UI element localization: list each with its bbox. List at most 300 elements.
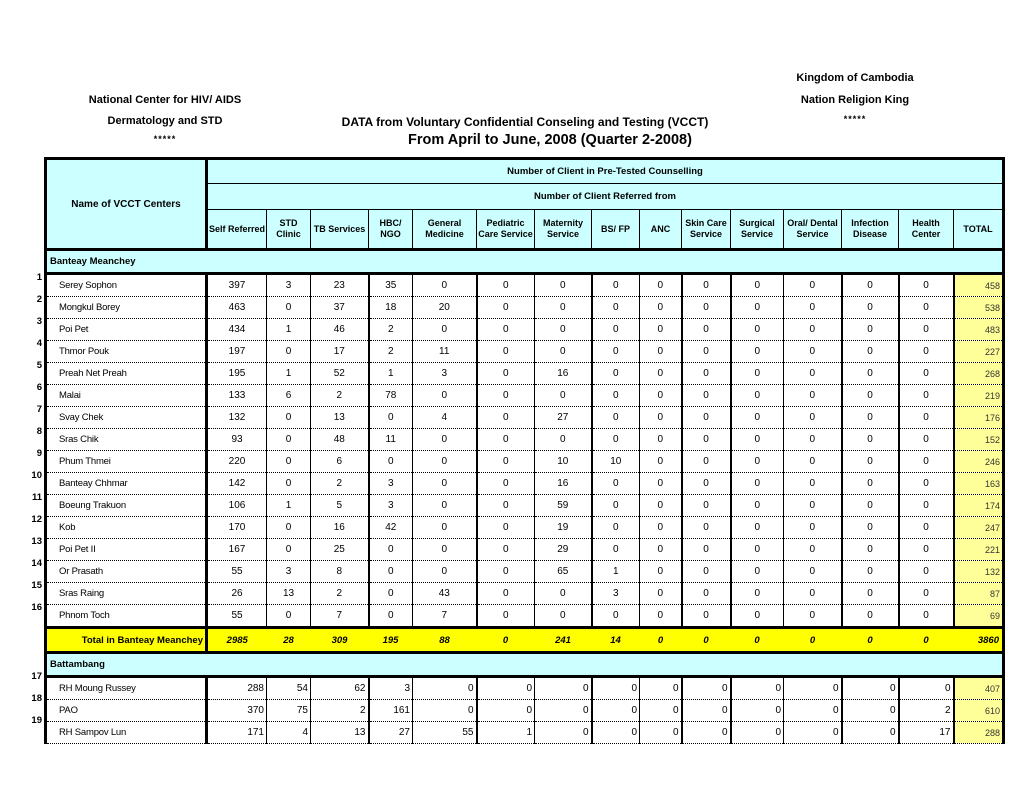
column-header: Skin Care Service	[682, 210, 731, 250]
cell-value: 0	[592, 677, 640, 700]
center-name: Banteay Chhmar	[46, 473, 207, 495]
cell-value: 0	[842, 429, 899, 451]
cell-value: 197	[207, 341, 267, 363]
column-header: Self Referred	[207, 210, 267, 250]
cell-value: 0	[369, 605, 413, 628]
cell-value: 78	[369, 385, 413, 407]
column-header: TB Services	[311, 210, 369, 250]
table-row	[46, 583, 1004, 605]
cell-value: 434	[207, 319, 267, 341]
row-number: 9	[36, 448, 42, 459]
cell-value: 0	[784, 274, 842, 297]
center-name: RH Moung Russey	[46, 677, 207, 700]
cell-value: 0	[592, 297, 640, 319]
cell-value: 0	[369, 583, 413, 605]
cell-value: 0	[369, 451, 413, 473]
org-separator: *****	[153, 134, 177, 144]
cell-value: 0	[535, 583, 592, 605]
section-total-value: 0	[842, 628, 899, 653]
org-name-line2: Dermatology and STD	[107, 115, 223, 127]
cell-value: 132	[207, 407, 267, 429]
cell-value: 0	[899, 297, 954, 319]
cell-value: 16	[311, 517, 369, 539]
cell-value: 27	[535, 407, 592, 429]
cell-value: 0	[640, 677, 682, 700]
table-row	[46, 297, 1004, 319]
country-motto: Nation Religion King	[800, 94, 910, 106]
cell-value: 0	[842, 341, 899, 363]
cell-value: 0	[682, 341, 731, 363]
cell-value: 1	[369, 363, 413, 385]
cell-value: 0	[640, 319, 682, 341]
cell-value: 2	[311, 473, 369, 495]
cell-value: 0	[413, 561, 477, 583]
row-total: 227	[954, 341, 1004, 363]
table-row	[46, 363, 1004, 385]
cell-value: 18	[369, 297, 413, 319]
cell-value: 0	[592, 495, 640, 517]
cell-value: 370	[207, 700, 267, 722]
cell-value: 0	[592, 274, 640, 297]
table-row	[46, 407, 1004, 429]
section-name: Banteay Meanchey	[46, 250, 1004, 274]
section-header-row	[46, 653, 1004, 677]
cell-value: 0	[592, 539, 640, 561]
cell-value: 0	[592, 517, 640, 539]
cell-value: 2	[369, 319, 413, 341]
cell-value: 0	[477, 517, 535, 539]
cell-value: 0	[784, 363, 842, 385]
cell-value: 0	[899, 677, 954, 700]
cell-value: 1	[477, 722, 535, 744]
cell-value: 6	[267, 385, 311, 407]
cell-value: 1	[267, 363, 311, 385]
cell-value: 0	[784, 722, 842, 744]
section-total-value: 195	[369, 628, 413, 653]
column-header: General Medicine	[413, 210, 477, 250]
column-header: HBC/ NGO	[369, 210, 413, 250]
row-number: 7	[36, 404, 42, 415]
cell-value: 0	[535, 429, 592, 451]
center-name: Serey Sophon	[46, 274, 207, 297]
cell-value: 16	[535, 473, 592, 495]
cell-value: 0	[369, 407, 413, 429]
cell-value: 0	[682, 517, 731, 539]
column-header: TOTAL	[954, 210, 1004, 250]
cell-value: 0	[784, 429, 842, 451]
cell-value: 0	[640, 363, 682, 385]
row-total: 69	[954, 605, 1004, 628]
cell-value: 0	[842, 385, 899, 407]
cell-value: 0	[842, 495, 899, 517]
cell-value: 52	[311, 363, 369, 385]
cell-value: 54	[267, 677, 311, 700]
row-total: 87	[954, 583, 1004, 605]
row-number: 16	[31, 602, 42, 613]
cell-value: 2	[899, 700, 954, 722]
cell-value: 0	[535, 274, 592, 297]
cell-value: 0	[477, 319, 535, 341]
center-name: Preah Net Preah	[46, 363, 207, 385]
cell-value: 0	[842, 363, 899, 385]
row-number: 8	[36, 426, 42, 437]
cell-value: 0	[784, 677, 842, 700]
cell-value: 0	[682, 605, 731, 628]
cell-value: 0	[477, 363, 535, 385]
cell-value: 0	[592, 363, 640, 385]
cell-value: 0	[477, 700, 535, 722]
center-name: Phnom Toch	[46, 605, 207, 628]
cell-value: 0	[899, 473, 954, 495]
cell-value: 0	[784, 561, 842, 583]
cell-value: 0	[842, 722, 899, 744]
cell-value: 288	[207, 677, 267, 700]
cell-value: 0	[477, 677, 535, 700]
column-header: Health Center	[899, 210, 954, 250]
cell-value: 0	[784, 407, 842, 429]
cell-value: 46	[311, 319, 369, 341]
cell-value: 0	[899, 274, 954, 297]
cell-value: 0	[731, 297, 784, 319]
cell-value: 16	[535, 363, 592, 385]
cell-value: 220	[207, 451, 267, 473]
cell-value: 0	[682, 319, 731, 341]
row-total: 247	[954, 517, 1004, 539]
cell-value: 0	[477, 429, 535, 451]
cell-value: 1	[267, 495, 311, 517]
cell-value: 0	[477, 605, 535, 628]
cell-value: 0	[682, 451, 731, 473]
cell-value: 2	[311, 385, 369, 407]
group-header: Number of Client in Pre-Tested Counselling	[207, 159, 1004, 184]
cell-value: 0	[535, 677, 592, 700]
cell-value: 0	[682, 429, 731, 451]
column-header: Surgical Service	[731, 210, 784, 250]
cell-value: 0	[267, 539, 311, 561]
cell-value: 43	[413, 583, 477, 605]
section-total-value: 309	[311, 628, 369, 653]
cell-value: 0	[682, 385, 731, 407]
cell-value: 0	[413, 495, 477, 517]
center-name: Svay Chek	[46, 407, 207, 429]
row-number: 4	[36, 338, 42, 349]
cell-value: 0	[899, 605, 954, 628]
cell-value: 42	[369, 517, 413, 539]
row-number: 6	[36, 382, 42, 393]
section-total-value: 0	[899, 628, 954, 653]
cell-value: 0	[842, 605, 899, 628]
cell-value: 19	[535, 517, 592, 539]
row-total: 268	[954, 363, 1004, 385]
cell-value: 0	[784, 700, 842, 722]
cell-value: 0	[413, 319, 477, 341]
cell-value: 0	[592, 319, 640, 341]
section-total-value: 2985	[207, 628, 267, 653]
section-header-row	[46, 250, 1004, 274]
cell-value: 3	[267, 274, 311, 297]
cell-value: 0	[369, 561, 413, 583]
cell-value: 0	[413, 700, 477, 722]
cell-value: 0	[640, 539, 682, 561]
cell-value: 0	[784, 495, 842, 517]
cell-value: 0	[477, 274, 535, 297]
cell-value: 11	[413, 341, 477, 363]
row-total: 538	[954, 297, 1004, 319]
column-header: BS/ FP	[592, 210, 640, 250]
cell-value: 0	[477, 451, 535, 473]
row-number: 10	[31, 470, 42, 481]
cell-value: 0	[413, 274, 477, 297]
table-row	[46, 341, 1004, 363]
cell-value: 0	[842, 700, 899, 722]
cell-value: 0	[592, 605, 640, 628]
cell-value: 1	[267, 319, 311, 341]
table-row	[46, 473, 1004, 495]
table-row	[46, 495, 1004, 517]
cell-value: 0	[731, 363, 784, 385]
column-header: Maternity Service	[535, 210, 592, 250]
table-row	[46, 700, 1004, 722]
cell-value: 0	[267, 429, 311, 451]
cell-value: 13	[311, 407, 369, 429]
cell-value: 0	[784, 539, 842, 561]
table-row	[46, 539, 1004, 561]
row-total: 174	[954, 495, 1004, 517]
table-row	[46, 561, 1004, 583]
row-total: 246	[954, 451, 1004, 473]
center-name: Thmor Pouk	[46, 341, 207, 363]
cell-value: 0	[682, 363, 731, 385]
cell-value: 10	[535, 451, 592, 473]
row-total: 219	[954, 385, 1004, 407]
cell-value: 0	[899, 495, 954, 517]
cell-value: 17	[311, 341, 369, 363]
cell-value: 0	[413, 539, 477, 561]
cell-value: 0	[784, 297, 842, 319]
row-total: 610	[954, 700, 1004, 722]
cell-value: 4	[413, 407, 477, 429]
cell-value: 75	[267, 700, 311, 722]
cell-value: 0	[682, 722, 731, 744]
cell-value: 0	[640, 583, 682, 605]
section-total-label: Total in Banteay Meanchey	[46, 628, 207, 653]
cell-value: 463	[207, 297, 267, 319]
cell-value: 0	[731, 700, 784, 722]
cell-value: 171	[207, 722, 267, 744]
cell-value: 0	[842, 561, 899, 583]
cell-value: 0	[899, 539, 954, 561]
section-grand-total: 3860	[954, 628, 1004, 653]
cell-value: 25	[311, 539, 369, 561]
row-number: 1	[36, 272, 42, 283]
cell-value: 0	[731, 561, 784, 583]
cell-value: 0	[640, 561, 682, 583]
section-total-value: 0	[640, 628, 682, 653]
cell-value: 0	[682, 274, 731, 297]
cell-value: 0	[899, 583, 954, 605]
country-separator: *****	[843, 114, 867, 124]
cell-value: 13	[311, 722, 369, 744]
cell-value: 2	[311, 700, 369, 722]
row-number: 5	[36, 360, 42, 371]
cell-value: 0	[731, 451, 784, 473]
center-name: Poi Pet	[46, 319, 207, 341]
cell-value: 0	[899, 517, 954, 539]
cell-value: 0	[477, 385, 535, 407]
cell-value: 0	[899, 429, 954, 451]
cell-value: 0	[682, 561, 731, 583]
cell-value: 65	[535, 561, 592, 583]
cell-value: 8	[311, 561, 369, 583]
column-header-name: Name of VCCT Centers	[46, 159, 207, 250]
section-total-value: 88	[413, 628, 477, 653]
cell-value: 0	[267, 517, 311, 539]
cell-value: 0	[267, 451, 311, 473]
section-name: Battambang	[46, 653, 1004, 677]
cell-value: 0	[731, 495, 784, 517]
row-total: 163	[954, 473, 1004, 495]
cell-value: 2	[369, 341, 413, 363]
cell-value: 0	[842, 297, 899, 319]
cell-value: 55	[207, 561, 267, 583]
cell-value: 0	[535, 605, 592, 628]
cell-value: 0	[477, 539, 535, 561]
cell-value: 0	[413, 385, 477, 407]
cell-value: 0	[640, 407, 682, 429]
cell-value: 23	[311, 274, 369, 297]
cell-value: 3	[369, 495, 413, 517]
cell-value: 0	[842, 319, 899, 341]
cell-value: 0	[267, 407, 311, 429]
cell-value: 0	[842, 517, 899, 539]
cell-value: 0	[640, 274, 682, 297]
center-name: Boeung Trakuon	[46, 495, 207, 517]
cell-value: 0	[640, 297, 682, 319]
org-name-line1: National Center for HIV/ AIDS	[88, 94, 242, 106]
row-number: 13	[31, 536, 42, 547]
section-total-value: 0	[477, 628, 535, 653]
table-row	[46, 451, 1004, 473]
cell-value: 0	[640, 700, 682, 722]
section-total-value: 0	[731, 628, 784, 653]
row-number: 11	[31, 492, 42, 503]
cell-value: 0	[784, 451, 842, 473]
cell-value: 0	[592, 385, 640, 407]
cell-value: 0	[535, 700, 592, 722]
row-total: 407	[954, 677, 1004, 700]
cell-value: 106	[207, 495, 267, 517]
row-total: 221	[954, 539, 1004, 561]
cell-value: 0	[413, 473, 477, 495]
cell-value: 0	[842, 473, 899, 495]
cell-value: 55	[413, 722, 477, 744]
cell-value: 0	[477, 561, 535, 583]
cell-value: 0	[842, 451, 899, 473]
cell-value: 0	[731, 429, 784, 451]
cell-value: 0	[784, 583, 842, 605]
cell-value: 0	[592, 429, 640, 451]
center-name: Phum Thmei	[46, 451, 207, 473]
cell-value: 0	[731, 605, 784, 628]
cell-value: 5	[311, 495, 369, 517]
cell-value: 0	[731, 274, 784, 297]
cell-value: 0	[267, 341, 311, 363]
cell-value: 0	[267, 297, 311, 319]
cell-value: 0	[899, 341, 954, 363]
subgroup-header: Number of Client Referred from	[207, 184, 1004, 210]
cell-value: 0	[842, 539, 899, 561]
cell-value: 0	[640, 451, 682, 473]
cell-value: 0	[477, 495, 535, 517]
cell-value: 0	[899, 363, 954, 385]
cell-value: 3	[369, 473, 413, 495]
cell-value: 3	[369, 677, 413, 700]
cell-value: 0	[731, 407, 784, 429]
cell-value: 0	[682, 583, 731, 605]
cell-value: 27	[369, 722, 413, 744]
cell-value: 62	[311, 677, 369, 700]
column-header: ANC	[640, 210, 682, 250]
cell-value: 17	[899, 722, 954, 744]
report-title: DATA from Voluntary Confidential Conseling and Testing (VCCT)	[341, 115, 709, 129]
cell-value: 0	[413, 517, 477, 539]
cell-value: 93	[207, 429, 267, 451]
center-name: Sras Raing	[46, 583, 207, 605]
cell-value: 0	[640, 341, 682, 363]
cell-value: 0	[640, 429, 682, 451]
row-number: 18	[31, 693, 42, 704]
row-total: 132	[954, 561, 1004, 583]
cell-value: 0	[784, 605, 842, 628]
cell-value: 0	[731, 385, 784, 407]
table-row	[46, 319, 1004, 341]
center-name: Mongkul Borey	[46, 297, 207, 319]
cell-value: 0	[592, 407, 640, 429]
cell-value: 0	[413, 451, 477, 473]
cell-value: 0	[784, 319, 842, 341]
cell-value: 0	[535, 385, 592, 407]
country-name: Kingdom of Cambodia	[796, 72, 914, 84]
row-number: 15	[31, 580, 42, 591]
cell-value: 0	[784, 385, 842, 407]
cell-value: 29	[535, 539, 592, 561]
center-name: Poi Pet II	[46, 539, 207, 561]
cell-value: 37	[311, 297, 369, 319]
cell-value: 397	[207, 274, 267, 297]
cell-value: 0	[640, 473, 682, 495]
cell-value: 0	[477, 473, 535, 495]
report-period: From April to June, 2008 (Quarter 2-2008)	[408, 132, 692, 148]
section-total-value: 28	[267, 628, 311, 653]
cell-value: 0	[640, 517, 682, 539]
row-total: 458	[954, 274, 1004, 297]
table-row	[46, 677, 1004, 700]
cell-value: 0	[784, 473, 842, 495]
cell-value: 0	[682, 700, 731, 722]
row-number: 12	[31, 514, 42, 525]
cell-value: 0	[784, 517, 842, 539]
cell-value: 7	[413, 605, 477, 628]
column-header: Oral/ Dental Service	[784, 210, 842, 250]
cell-value: 0	[369, 539, 413, 561]
cell-value: 2	[311, 583, 369, 605]
cell-value: 11	[369, 429, 413, 451]
section-total-value: 0	[784, 628, 842, 653]
cell-value: 0	[899, 407, 954, 429]
cell-value: 0	[640, 605, 682, 628]
cell-value: 0	[731, 677, 784, 700]
cell-value: 3	[592, 583, 640, 605]
